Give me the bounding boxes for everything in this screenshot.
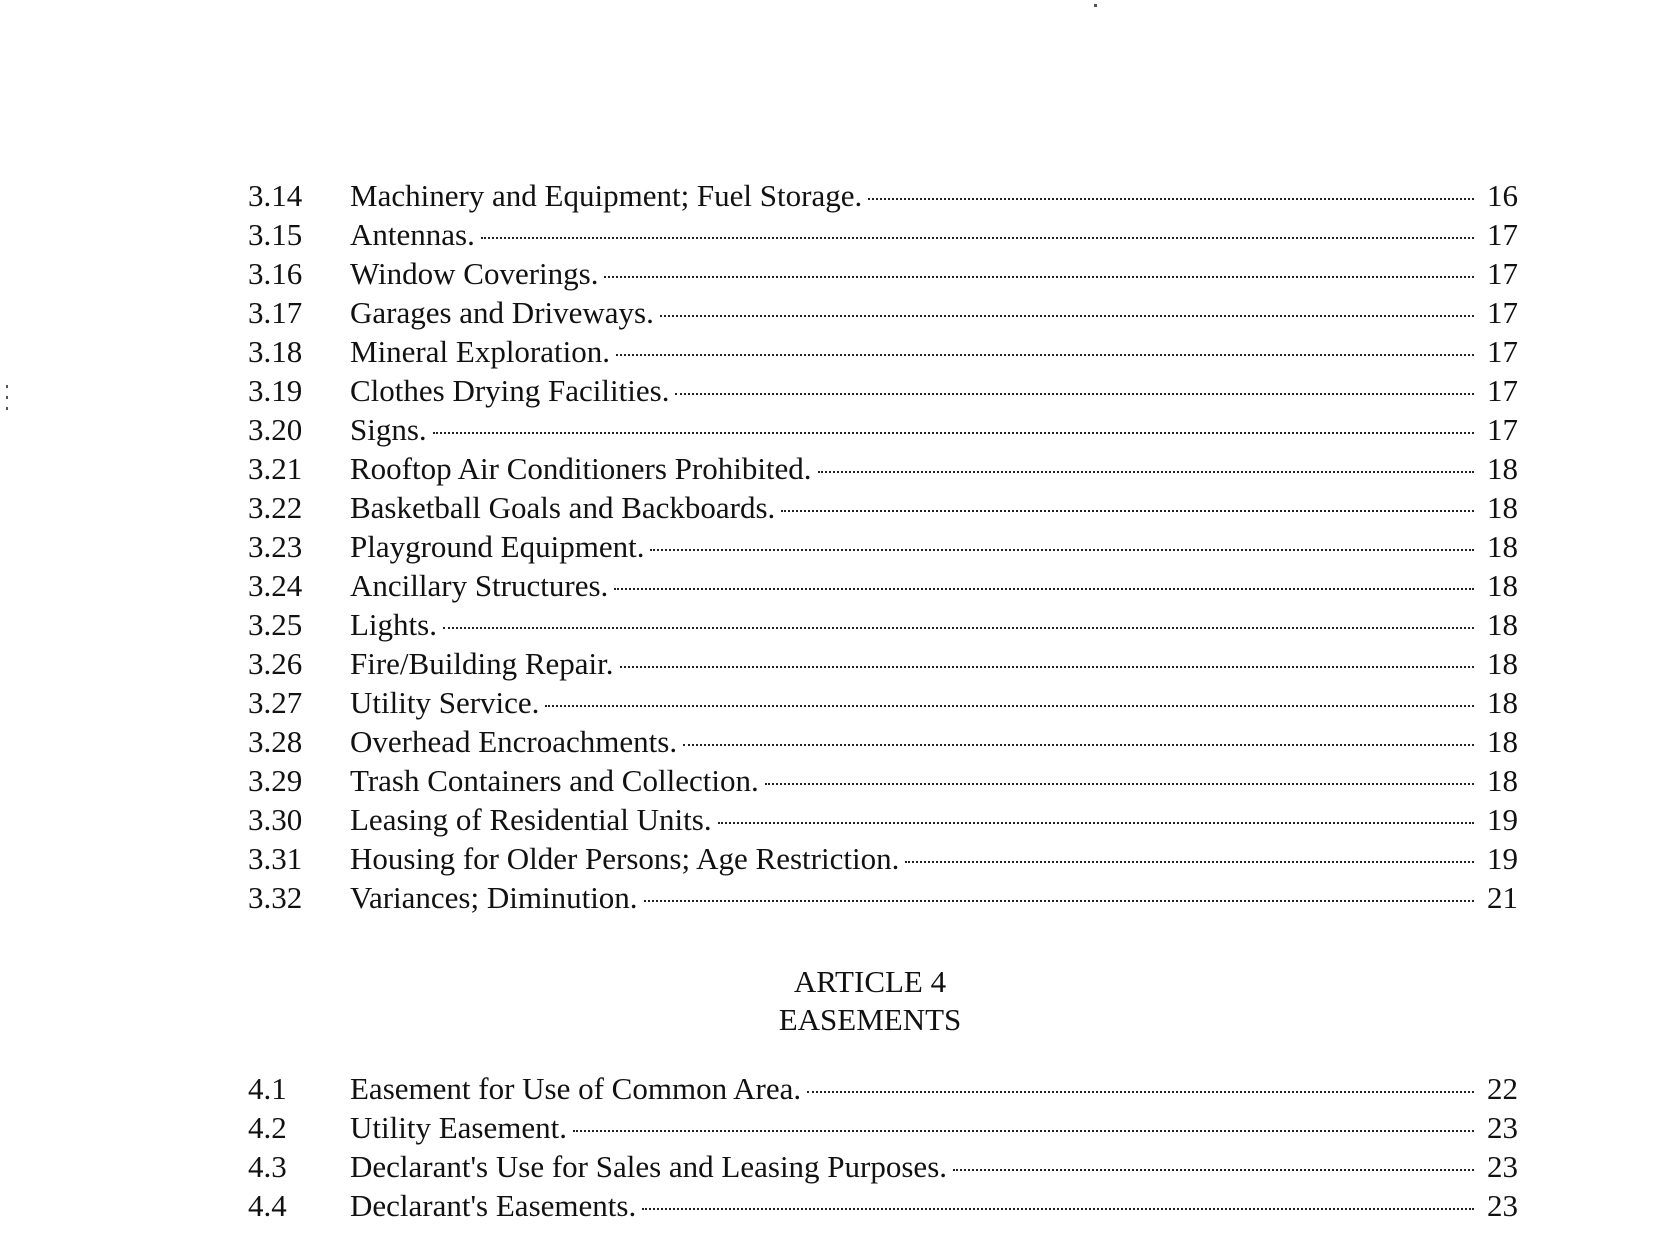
dot-leader <box>905 861 1474 863</box>
toc-entry <box>248 254 1518 293</box>
section-number: 3.27 <box>248 685 303 720</box>
dot-leader <box>953 1169 1474 1171</box>
page-number: 18 <box>1487 763 1518 798</box>
section-title: Clothes Drying Facilities. <box>350 373 670 408</box>
toc-entry <box>248 1147 1518 1186</box>
section-number: 3.26 <box>248 646 303 681</box>
section-title: Ancillary Structures. <box>350 568 609 603</box>
toc-entry <box>248 215 1518 254</box>
page-number: 18 <box>1487 646 1518 681</box>
page-number: 17 <box>1487 334 1518 369</box>
section-number: 3.16 <box>248 256 303 291</box>
section-title: Rooftop Air Conditioners Prohibited. <box>350 451 812 486</box>
page-number: 18 <box>1487 607 1518 642</box>
dot-leader <box>573 1130 1474 1132</box>
section-title: Declarant's Easements. <box>350 1188 637 1223</box>
section-title: Basketball Goals and Backboards. <box>350 490 776 525</box>
page-number: 17 <box>1487 295 1518 330</box>
toc-entry <box>248 527 1518 566</box>
toc-entry <box>248 683 1518 722</box>
scan-speck <box>6 385 8 388</box>
toc-entry <box>248 410 1518 449</box>
section-title: Antennas. <box>350 217 475 252</box>
dot-leader <box>765 783 1474 785</box>
page-number: 18 <box>1487 685 1518 720</box>
article-title-heading: EASEMENTS <box>778 1002 962 1037</box>
section-title: Garages and Driveways. <box>350 295 654 330</box>
section-title: Overhead Encroachments. <box>350 724 678 759</box>
toc-entry <box>248 449 1518 488</box>
toc-entry <box>248 839 1518 878</box>
page-number: 18 <box>1487 451 1518 486</box>
dot-leader <box>545 705 1474 707</box>
page-number: 19 <box>1487 802 1518 837</box>
page-number: 17 <box>1487 373 1518 408</box>
section-title: Window Coverings. <box>350 256 599 291</box>
page-number: 17 <box>1487 217 1518 252</box>
toc-entry <box>248 605 1518 644</box>
section-title: Easement for Use of Common Area. <box>350 1071 802 1106</box>
dot-leader <box>620 666 1475 668</box>
toc-entry <box>248 488 1518 527</box>
section-number: 4.4 <box>248 1188 287 1223</box>
section-number: 3.22 <box>248 490 303 525</box>
section-title: Leasing of Residential Units. <box>350 802 712 837</box>
dot-leader <box>650 549 1474 551</box>
section-number: 3.18 <box>248 334 303 369</box>
section-number: 3.17 <box>248 295 303 330</box>
section-number: 4.1 <box>248 1071 287 1106</box>
article-number-heading: ARTICLE 4 <box>793 964 947 999</box>
toc-entry <box>248 293 1518 332</box>
dot-leader <box>481 237 1474 239</box>
section-number: 3.31 <box>248 841 303 876</box>
dot-leader <box>675 393 1474 395</box>
section-title: Fire/Building Repair. <box>350 646 614 681</box>
scan-speck <box>6 396 8 399</box>
toc-entry <box>248 176 1518 215</box>
dot-leader <box>868 198 1474 200</box>
toc-entry <box>248 1108 1518 1147</box>
toc-article-4-list <box>248 1069 1518 1225</box>
page-number: 16 <box>1487 178 1518 213</box>
section-title: Variances; Diminution. <box>350 880 638 915</box>
section-title: Utility Service. <box>350 685 540 720</box>
section-number: 4.3 <box>248 1149 287 1184</box>
section-number: 3.25 <box>248 607 303 642</box>
section-title: Signs. <box>350 412 427 447</box>
dot-leader <box>781 510 1474 512</box>
scan-speck <box>6 407 8 410</box>
toc-entry <box>248 644 1518 683</box>
toc-entry <box>248 1069 1518 1108</box>
toc-entry <box>248 761 1518 800</box>
dot-leader <box>433 432 1474 434</box>
toc-article-3-list <box>248 176 1518 917</box>
dot-leader <box>718 822 1474 824</box>
toc-entry <box>248 722 1518 761</box>
page-number: 23 <box>1487 1188 1518 1223</box>
section-number: 3.20 <box>248 412 303 447</box>
scan-speck <box>1094 4 1097 7</box>
section-title: Lights. <box>350 607 437 642</box>
dot-leader <box>604 276 1474 278</box>
dot-leader <box>614 588 1474 590</box>
dot-leader <box>807 1091 1474 1093</box>
section-title: Machinery and Equipment; Fuel Storage. <box>350 178 863 213</box>
section-title: Housing for Older Persons; Age Restriction. <box>350 841 900 876</box>
page-number: 18 <box>1487 568 1518 603</box>
section-number: 3.24 <box>248 568 303 603</box>
page-number: 23 <box>1487 1110 1518 1145</box>
page-number: 17 <box>1487 256 1518 291</box>
page-number: 18 <box>1487 724 1518 759</box>
section-title: Declarant's Use for Sales and Leasing Purposes. <box>350 1149 948 1184</box>
toc-entry <box>248 1186 1518 1225</box>
section-number: 3.29 <box>248 763 303 798</box>
section-title: Playground Equipment. <box>350 529 645 564</box>
section-number: 3.23 <box>248 529 303 564</box>
page-number: 17 <box>1487 412 1518 447</box>
toc-entry <box>248 566 1518 605</box>
section-number: 3.19 <box>248 373 303 408</box>
dot-leader <box>642 1208 1474 1210</box>
toc-entry <box>248 800 1518 839</box>
section-title: Utility Easement. <box>350 1110 567 1145</box>
section-number: 3.15 <box>248 217 303 252</box>
section-number: 3.21 <box>248 451 303 486</box>
section-title: Trash Containers and Collection. <box>350 763 759 798</box>
page-number: 21 <box>1487 880 1518 915</box>
page-number: 19 <box>1487 841 1518 876</box>
toc-entry <box>248 332 1518 371</box>
dot-leader <box>660 315 1474 317</box>
page-number: 18 <box>1487 490 1518 525</box>
section-title: Mineral Exploration. <box>350 334 610 369</box>
page-number: 18 <box>1487 529 1518 564</box>
dot-leader <box>683 744 1474 746</box>
toc-entry <box>248 371 1518 410</box>
toc-entry <box>248 878 1518 917</box>
dot-leader <box>616 354 1474 356</box>
section-number: 3.32 <box>248 880 303 915</box>
section-number: 3.30 <box>248 802 303 837</box>
section-number: 4.2 <box>248 1110 287 1145</box>
section-number: 3.14 <box>248 178 303 213</box>
section-number: 3.28 <box>248 724 303 759</box>
page-number: 22 <box>1487 1071 1518 1106</box>
dot-leader <box>443 627 1474 629</box>
dot-leader <box>644 900 1474 902</box>
page-number: 23 <box>1487 1149 1518 1184</box>
dot-leader <box>818 471 1474 473</box>
